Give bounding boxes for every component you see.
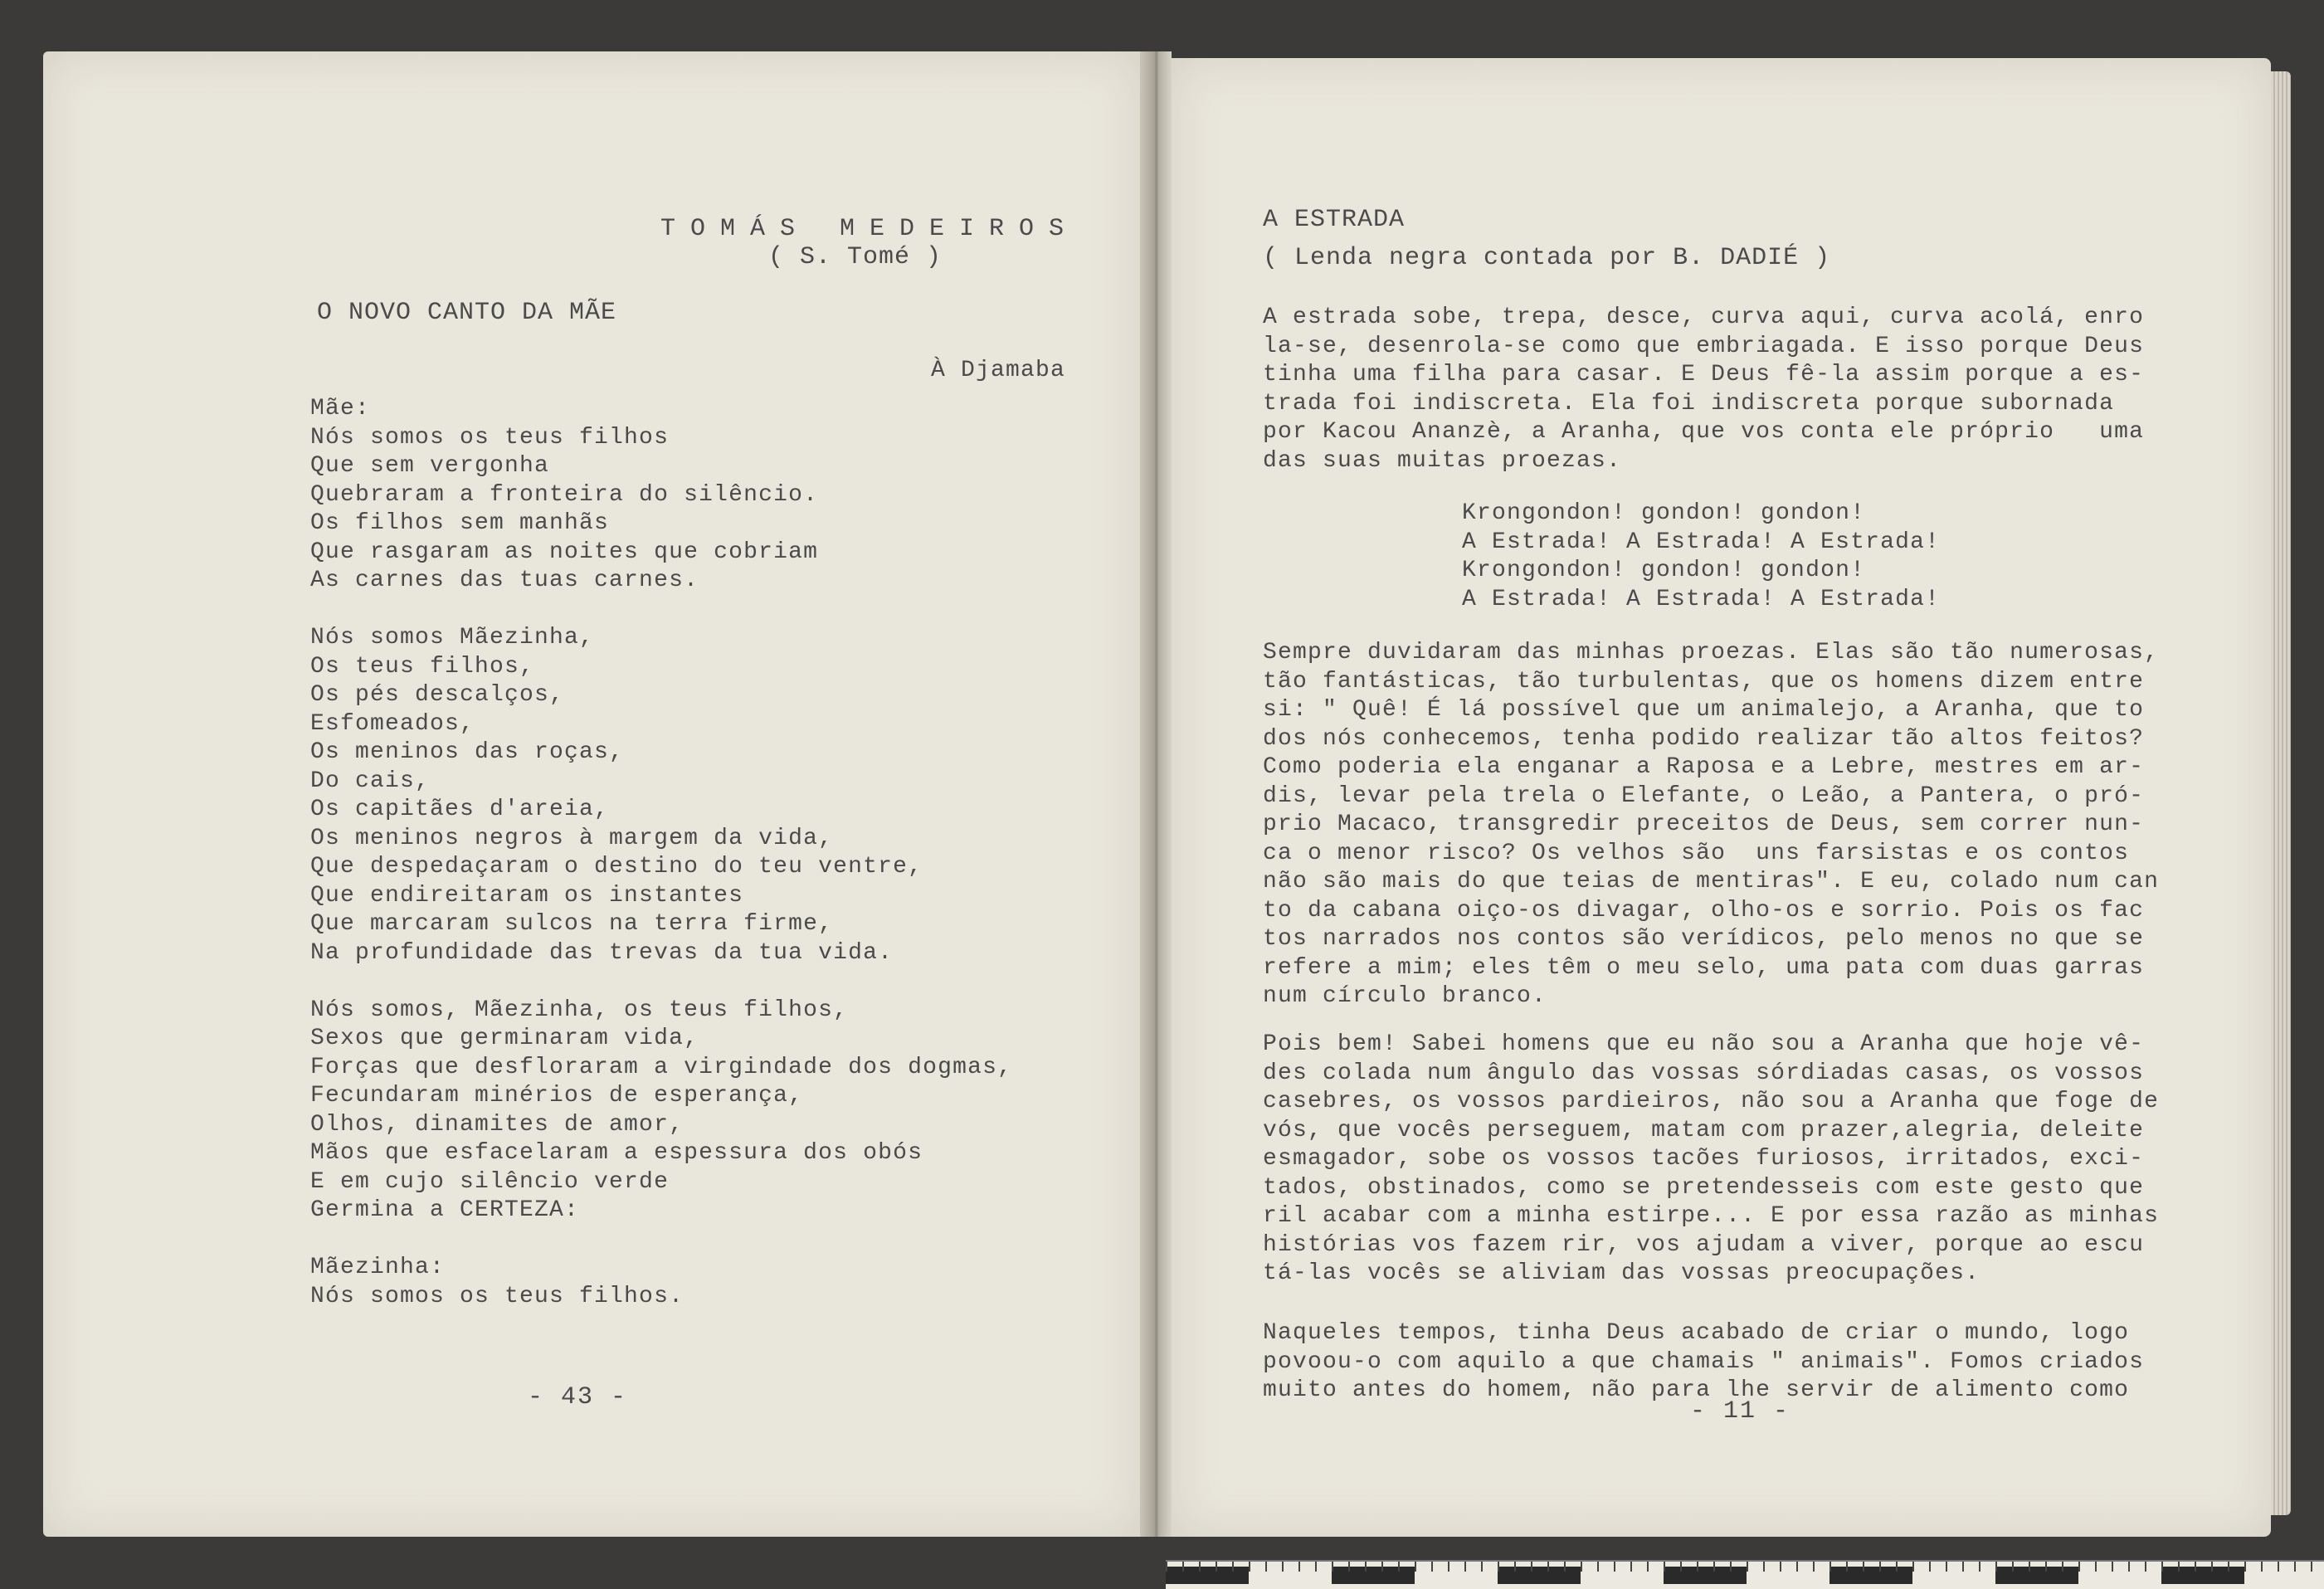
ruler-tick bbox=[2029, 1562, 2030, 1572]
book-gutter bbox=[1140, 51, 1172, 1537]
ruler-segment bbox=[1995, 1567, 2078, 1584]
ruler-tick bbox=[1664, 1562, 1665, 1572]
ruler-tick bbox=[1780, 1562, 1781, 1572]
ruler-tick bbox=[1282, 1562, 1284, 1572]
ruler-tick bbox=[2178, 1562, 2180, 1572]
text-line: Como poderia ela enganar a Raposa e a Lebre, mestres em ar- bbox=[1263, 754, 2145, 780]
text-line: tão fantásticas, tão turbulentas, que os homens dizem entre bbox=[1263, 668, 2145, 695]
text-line: Olhos, dinamites de amor, bbox=[310, 1111, 685, 1138]
ruler-tick bbox=[1946, 1562, 1947, 1572]
story-paragraph-1 bbox=[1263, 304, 2144, 475]
text-line: Os meninos negros à margem da vida, bbox=[310, 825, 834, 851]
text-line: Os capitães d'areia, bbox=[310, 797, 610, 822]
poem-body bbox=[310, 395, 1012, 1311]
text-line: Esfomeados, bbox=[310, 710, 475, 737]
ruler-tick bbox=[1498, 1562, 1499, 1572]
text-line: Quebraram a fronteira do silêncio. bbox=[310, 481, 819, 508]
ruler-segment bbox=[1664, 1567, 1747, 1584]
text-line: dis, levar pela trela o Elefante, o Leão, a Pantera, o pró- bbox=[1263, 782, 2145, 809]
ruler-tick bbox=[1448, 1562, 1449, 1572]
ruler-tick bbox=[1481, 1562, 1483, 1572]
text-line: Krongondon! gondon! gondon! bbox=[1462, 558, 1866, 583]
ruler-tick bbox=[1265, 1562, 1267, 1572]
ruler-tick bbox=[2311, 1562, 2312, 1572]
ruler-tick bbox=[1747, 1562, 1748, 1572]
text-line: Mãezinha: bbox=[310, 1255, 446, 1280]
text-line: Que sem vergonha bbox=[310, 453, 550, 479]
text-line: Sexos que germinaram vida, bbox=[310, 1026, 699, 1051]
text-line: Pois bem! Sabei homens que eu não sou a Aranha que hoje vê- bbox=[1263, 1031, 2145, 1057]
author-name: TOMÁS MEDEIROS bbox=[660, 215, 1079, 243]
text-line: Germina a CERTEZA: bbox=[310, 1197, 580, 1223]
text-line: prio Macaco, transgredir preceitos de Deus, sem correr nun- bbox=[1263, 812, 2145, 837]
text-line: tados, obstinados, como se pretendesseis com este gesto que bbox=[1263, 1174, 2145, 1201]
ruler-tick bbox=[2195, 1562, 2196, 1572]
ruler-tick bbox=[2045, 1562, 2047, 1572]
text-line: Sempre duvidaram das minhas proezas. Elas são tão numerosas, bbox=[1263, 640, 2160, 665]
ruler-tick bbox=[2244, 1562, 2246, 1572]
text-line: refere a mim; eles têm o meu selo, uma pata com duas garras bbox=[1263, 954, 2145, 981]
ruler-tick bbox=[1199, 1562, 1201, 1572]
text-line: la-se, desenrola-se como que embriagada. E isso porque Deus bbox=[1263, 333, 2145, 359]
ruler-tick bbox=[2228, 1562, 2229, 1572]
ruler-tick bbox=[1348, 1562, 1350, 1572]
text-line: ril acabar com a minha estirpe... E por essa razão as minhas bbox=[1263, 1203, 2160, 1229]
ruler-tick bbox=[2261, 1562, 2263, 1572]
ruler-tick bbox=[1680, 1562, 1682, 1572]
text-line: num círculo branco. bbox=[1263, 983, 1547, 1009]
text-line: tos narrados nos contos são verídicos, pelo menos no que se bbox=[1263, 926, 2145, 952]
text-line: tá-las vocês se aliviam das vossas preocupações. bbox=[1263, 1260, 1981, 1286]
page-number-left: - 43 - bbox=[528, 1383, 628, 1411]
stanza-break bbox=[310, 968, 1012, 997]
ruler-tick bbox=[1962, 1562, 1964, 1572]
ruler-tick bbox=[1647, 1562, 1649, 1572]
ruler-tick bbox=[1713, 1562, 1715, 1572]
text-line: Nós somos os teus filhos. bbox=[310, 1283, 685, 1309]
text-line: A Estrada! A Estrada! A Estrada! bbox=[1462, 586, 1941, 612]
text-line: As carnes das tuas carnes. bbox=[310, 568, 699, 593]
text-line: povoou-o com aquilo a que chamais " animais". Fomos criados bbox=[1263, 1348, 2145, 1375]
text-line: ca o menor risco? Os velhos são uns farsistas e os contos bbox=[1263, 840, 2130, 866]
text-line: Que despedaçaram o destino do teu ventre, bbox=[310, 854, 923, 880]
ruler-tick bbox=[1332, 1562, 1333, 1572]
ruler-tick bbox=[1547, 1562, 1549, 1572]
text-line: dos nós conhecemos, tenha podido realizar tão altos feitos? bbox=[1263, 725, 2145, 752]
text-line: Que rasgaram as noites que cobriam bbox=[310, 539, 819, 565]
text-line: Mãe: bbox=[310, 396, 371, 422]
ruler-tick bbox=[1531, 1562, 1532, 1572]
ruler-tick bbox=[1415, 1562, 1416, 1572]
ruler-tick bbox=[1979, 1562, 1981, 1572]
ruler-tick bbox=[1846, 1562, 1848, 1572]
stanza-break bbox=[310, 596, 1012, 625]
ruler-tick bbox=[1381, 1562, 1383, 1572]
ruler-tick bbox=[1614, 1562, 1615, 1572]
text-line: Do cais, bbox=[310, 768, 431, 794]
ruler-tick bbox=[1298, 1562, 1300, 1572]
left-page bbox=[43, 51, 1140, 1537]
ruler-tick bbox=[1464, 1562, 1466, 1572]
ruler-segment bbox=[1166, 1567, 1249, 1584]
ruler-tick bbox=[2078, 1562, 2080, 1572]
text-line: esmagador, sobe os vossos tacões furiosos, irritados, exci- bbox=[1263, 1146, 2145, 1172]
story-paragraph-3 bbox=[1263, 1031, 2159, 1289]
ruler-tick bbox=[2161, 1562, 2163, 1572]
ruler-tick bbox=[2294, 1562, 2296, 1572]
text-line: si: " Quê! É lá possível que um animalejo, a Aranha, que to bbox=[1263, 697, 2145, 723]
ruler-tick bbox=[1398, 1562, 1400, 1572]
ruler-tick bbox=[2278, 1562, 2279, 1572]
ruler-tick bbox=[1697, 1562, 1698, 1572]
ruler-tick bbox=[1232, 1562, 1234, 1572]
ruler-tick bbox=[1896, 1562, 1898, 1572]
poem-dedication: À Djamaba bbox=[931, 358, 1066, 383]
ruler-tick bbox=[1514, 1562, 1516, 1572]
ruler-tick bbox=[1763, 1562, 1765, 1572]
ruler-tick bbox=[1829, 1562, 1831, 1572]
text-line: tinha uma filha para casar. E Deus fê-la assim porque a es- bbox=[1263, 362, 2145, 388]
ruler-tick bbox=[1581, 1562, 1582, 1572]
ruler-tick bbox=[1630, 1562, 1632, 1572]
text-line: Forças que desfloraram a virgindade dos dogmas, bbox=[310, 1054, 1013, 1080]
ruler-tick bbox=[2211, 1562, 2213, 1572]
story-title: A ESTRADA bbox=[1263, 206, 1406, 234]
text-line: muito antes do homem, não para lhe servir de alimento como bbox=[1263, 1377, 2130, 1403]
page-edges bbox=[2271, 71, 2291, 1515]
text-line: Os filhos sem manhãs bbox=[310, 510, 610, 536]
poem-title: O NOVO CANTO DA MÃE bbox=[317, 299, 617, 327]
ruler-tick bbox=[1912, 1562, 1914, 1572]
text-line: Os pés descalços, bbox=[310, 682, 565, 708]
ruler-tick bbox=[1249, 1562, 1250, 1572]
right-page bbox=[1172, 58, 2271, 1537]
page-number-right: - 11 - bbox=[1690, 1397, 1791, 1426]
ruler-tick bbox=[1564, 1562, 1566, 1572]
ruler-tick bbox=[1879, 1562, 1881, 1572]
story-chant bbox=[1462, 500, 1940, 614]
scale-ruler bbox=[1166, 1560, 2324, 1589]
text-line: Nós somos os teus filhos bbox=[310, 424, 670, 451]
text-line: Fecundaram minérios de esperança, bbox=[310, 1083, 804, 1109]
text-line: A Estrada! A Estrada! A Estrada! bbox=[1462, 529, 1941, 555]
text-line: casebres, os vossos pardieiros, não sou a Aranha que foge de bbox=[1263, 1089, 2160, 1114]
text-line: Que endireitaram os instantes bbox=[310, 882, 744, 909]
text-line: Os teus filhos, bbox=[310, 653, 535, 680]
ruler-tick bbox=[2145, 1562, 2146, 1572]
text-line: Na profundidade das trevas da tua vida. bbox=[310, 939, 894, 966]
ruler-tick bbox=[1995, 1562, 1997, 1572]
ruler-segment bbox=[1332, 1567, 1415, 1584]
text-line: por Kacou Ananzè, a Aranha, que vos conta ele próprio uma bbox=[1263, 419, 2145, 445]
text-line: das suas muitas proezas. bbox=[1263, 447, 1622, 474]
ruler-tick bbox=[1796, 1562, 1798, 1572]
ruler-segment bbox=[2161, 1567, 2244, 1584]
text-line: Nós somos, Mãezinha, os teus filhos, bbox=[310, 997, 849, 1023]
text-line: to da cabana oiço-os divagar, olho-os e sorrio. Pois os fac bbox=[1263, 897, 2145, 924]
ruler-tick bbox=[1813, 1562, 1815, 1572]
ruler-tick bbox=[2128, 1562, 2130, 1572]
ruler-tick bbox=[2112, 1562, 2113, 1572]
text-line: Nós somos Mãezinha, bbox=[310, 625, 595, 651]
author-place: ( S. Tomé ) bbox=[768, 243, 943, 271]
text-line: trada foi indiscreta. Ela foi indiscreta porque subornada bbox=[1263, 390, 2115, 417]
ruler-tick bbox=[1216, 1562, 1217, 1572]
text-line: histórias vos fazem rir, vos ajudam a viver, porque ao escu bbox=[1263, 1231, 2145, 1258]
ruler-tick bbox=[1431, 1562, 1433, 1572]
text-line: Os meninos das roças, bbox=[310, 739, 625, 765]
text-line: des colada num ângulo das vossas sórdiadas casas, os vossos bbox=[1263, 1060, 2145, 1086]
ruler-tick bbox=[2062, 1562, 2063, 1572]
ruler-tick bbox=[1365, 1562, 1367, 1572]
story-subtitle: ( Lenda negra contada por B. DADIÉ ) bbox=[1263, 244, 1831, 272]
text-line: Naqueles tempos, tinha Deus acabado de criar o mundo, logo bbox=[1263, 1320, 2130, 1346]
ruler-tick bbox=[2012, 1562, 2014, 1572]
text-line: vós, que vocês perseguem, matam com prazer,alegria, deleite bbox=[1263, 1117, 2145, 1143]
ruler-segment bbox=[1498, 1567, 1581, 1584]
text-line: Que marcaram sulcos na terra firme, bbox=[310, 911, 834, 937]
ruler-tick bbox=[1730, 1562, 1732, 1572]
ruler-tick bbox=[1597, 1562, 1599, 1572]
story-paragraph-2 bbox=[1263, 639, 2159, 1011]
text-line: E em cujo silêncio verde bbox=[310, 1168, 670, 1195]
text-line: não são mais do que teias de mentiras". E eu, colado num can bbox=[1263, 869, 2160, 894]
text-line: Mãos que esfacelaram a espessura dos obós bbox=[310, 1140, 923, 1166]
ruler-tick bbox=[2095, 1562, 2097, 1572]
ruler-tick bbox=[1182, 1562, 1184, 1572]
ruler-segment bbox=[1829, 1567, 1912, 1584]
text-line: A estrada sobe, trepa, desce, curva aqui, curva acolá, enro bbox=[1263, 305, 2145, 330]
ruler-tick bbox=[1863, 1562, 1864, 1572]
ruler-tick bbox=[1315, 1562, 1317, 1572]
story-paragraph-4 bbox=[1263, 1319, 2144, 1406]
text-line: Krongondon! gondon! gondon! bbox=[1462, 500, 1866, 526]
ruler-tick bbox=[1166, 1562, 1167, 1572]
ruler-tick bbox=[1929, 1562, 1931, 1572]
stanza-break bbox=[310, 1226, 1012, 1255]
